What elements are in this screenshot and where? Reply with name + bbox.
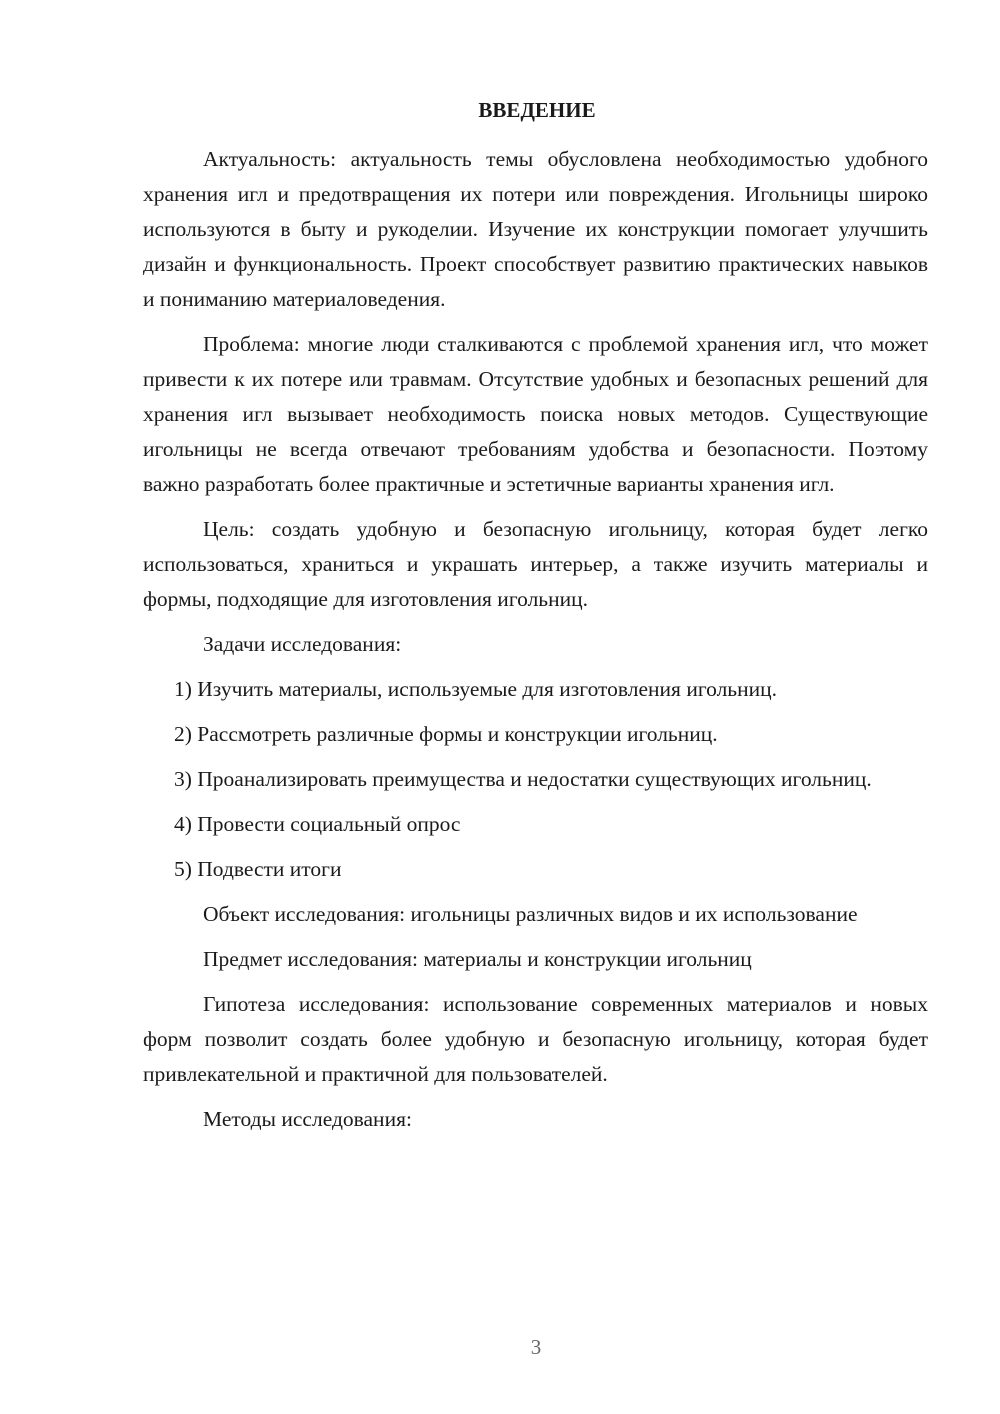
paragraph-subject: Предмет исследования: материалы и конструкции игольниц [203,947,752,971]
paragraph-hypothesis: Гипотеза исследования: использование современных материалов и новых форм позволит создать более удобную и безопасную игольницу, которая будет привлекательной и практичной для пользователей. [143,992,928,1086]
task-item: 2) Рассмотреть различные формы и конструкции игольниц. [174,722,718,746]
task-item: 5) Подвести итоги [174,857,342,881]
section-heading: ВВЕДЕНИЕ [478,98,596,122]
task-item: 1) Изучить материалы, используемые для изготовления игольниц. [174,677,778,701]
task-item: 3) Проанализировать преимущества и недостатки существующих игольниц. [174,767,872,791]
task-item: 4) Провести социальный опрос [174,812,461,836]
paragraph-relevance: Актуальность: актуальность темы обусловлена необходимостью удобного хранения игл и предотвращения их потери или повреждения. Игольницы широко используются в быту и рукоделии. Изучение их конструкции помогает улучшить дизайн и функциональность. Проект способствует развитию практических навыков и пониманию материаловедения. [143,147,928,311]
document-page [143,95,928,1147]
page-number: 3 [530,1335,542,1359]
paragraph-problem: Проблема: многие люди сталкиваются с проблемой хранения игл, что может привести к их потере или травмам. Отсутствие удобных и безопасных решений для хранения игл вызывает необходимость поиска новых методов. Существующие игольницы не всегда отвечают требованиям удобства и безопасности. Поэтому важно разработать более практичные и эстетичные варианты хранения игл. [143,332,928,496]
paragraph-goal: Цель: создать удобную и безопасную игольницу, которая будет легко использоваться, храниться и украшать интерьер, а также изучить материалы и формы, подходящие для изготовления игольниц. [143,517,928,611]
paragraph-methods: Методы исследования: [203,1107,412,1131]
tasks-heading: Задачи исследования: [203,632,402,656]
paragraph-object: Объект исследования: игольницы различных видов и их использование [203,902,858,926]
